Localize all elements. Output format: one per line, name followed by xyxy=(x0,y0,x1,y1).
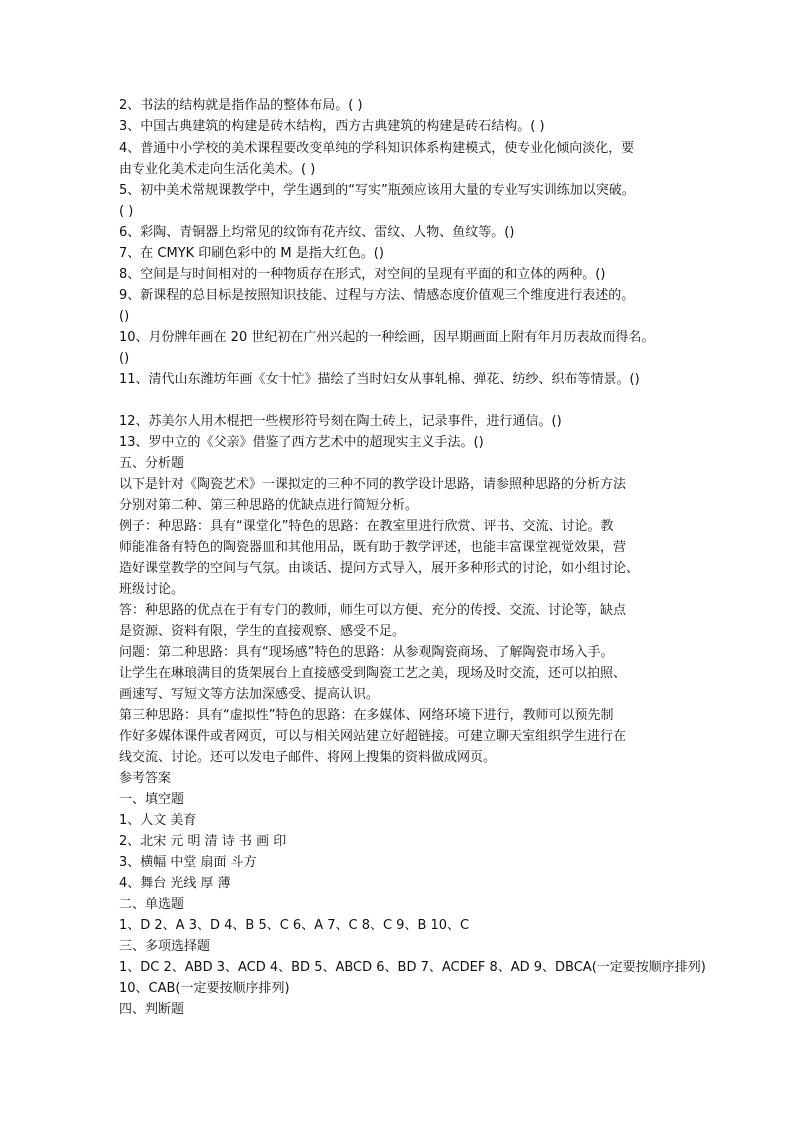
section-heading: 一、填空题 xyxy=(119,792,185,807)
text-line: 1、D 2、A 3、D 4、B 5、C 6、A 7、C 8、C 9、B 10、C xyxy=(119,918,470,933)
section-heading: 五、分析题 xyxy=(119,456,185,471)
section-heading: 二、单选题 xyxy=(119,897,185,912)
text-line: 师能准备有特色的陶瓷器皿和其他用品，既有助于教学评述，也能丰富课堂视觉效果，营 xyxy=(119,540,627,555)
text-line: 画速写、写短文等方法加深感受、提高认识。 xyxy=(119,687,380,702)
text-line: 2、书法的结构就是指作品的整体布局。( ) xyxy=(119,98,363,113)
text-line: 11、清代山东潍坊年画《女十忙》描绘了当时妇女从事轧棉、弹花、纺纱、织布等情景。() xyxy=(119,372,640,387)
text-line: 13、罗中立的《父亲》借鉴了西方艺术中的超现实主义手法。() xyxy=(119,435,484,450)
text-line: 5、初中美术常规课教学中，学生遇到的“写实”瓶颈应该用大量的专业写实训练加以突破。 xyxy=(119,183,635,198)
text-line: 10、CAB(一定要按顺序排列) xyxy=(119,981,290,996)
text-line: 1、DC 2、ABD 3、ACD 4、BD 5、ABCD 6、BD 7、ACDEF 8、AD 9、DBCA(一定要按顺序排列) xyxy=(119,960,706,975)
text-line: () xyxy=(119,351,130,366)
text-line: () xyxy=(119,309,130,324)
text-line: 以下是针对《陶瓷艺术》一课拟定的三种不同的教学设计思路，请参照种思路的分析方法 xyxy=(119,477,627,492)
text-line: 9、新课程的总目标是按照知识技能、过程与方法、情感态度价值观三个维度进行表述的。 xyxy=(119,288,635,303)
text-line: 问题：第二种思路：具有“现场感”特色的思路：从参观陶瓷商场、了解陶瓷市场入手。 xyxy=(119,645,614,660)
text-line: 由专业化美术走向生活化美术。( ) xyxy=(119,162,316,177)
text-line: 线交流、讨论。还可以发电子邮件、将网上搜集的资料做成网页。 xyxy=(119,750,497,765)
section-heading: 三、多项选择题 xyxy=(119,939,211,954)
text-line: 12、苏美尔人用木棍把一些楔形符号刻在陶土砖上，记录事件，进行通信。() xyxy=(119,414,562,429)
text-line: 班级讨论。 xyxy=(119,582,185,597)
section-heading: 参考答案 xyxy=(119,771,172,786)
text-line: 7、在 CMYK 印刷色彩中的 M 是指大红色。() xyxy=(119,246,384,261)
text-line: ( ) xyxy=(119,204,134,219)
text-line: 例子：种思路：具有“课堂化”特色的思路：在教室里进行欣赏、评书、交流、讨论。教 xyxy=(119,519,614,534)
text-line: 3、横幅 中堂 扇面 斗方 xyxy=(119,855,257,870)
text-line: 第三种思路：具有“虚拟性”特色的思路：在多媒体、网络环境下进行，教师可以预先制 xyxy=(119,708,614,723)
text-line: 8、空间是与时间相对的一种物质存在形式，对空间的呈现有平面的和立体的两种。() xyxy=(119,267,606,282)
text-line: 3、中国古典建筑的构建是砖木结构，西方古典建筑的构建是砖石结构。( ) xyxy=(119,119,545,134)
text-line: 造好课堂教学的空间与气氛。由谈话、提问方式导入，展开多种形式的讨论，如小组讨论、 xyxy=(119,561,640,576)
text-line: 作好多媒体课件或者网页，可以与相关网站建立好超链接。可建立聊天室组织学生进行在 xyxy=(119,729,627,744)
text-line: 2、北宋 元 明 清 诗 书 画 印 xyxy=(119,834,287,849)
text-line: 6、彩陶、青铜器上均常见的纹饰有花卉纹、雷纹、人物、鱼纹等。() xyxy=(119,225,515,240)
text-line: 分别对第二种、第三种思路的优缺点进行简短分析。 xyxy=(119,498,419,513)
text-line: 答：种思路的优点在于有专门的教师，师生可以方便、充分的传授、交流、讨论等，缺点 xyxy=(119,603,627,618)
text-line: 让学生在琳琅满目的货架展台上直接感受到陶瓷工艺之美，现场及时交流，还可以拍照、 xyxy=(119,666,627,681)
section-heading: 四、判断题 xyxy=(119,1002,185,1017)
text-line: 是资源、资料有限，学生的直接观察、感受不足。 xyxy=(119,624,406,639)
text-line: 10、月份牌年画在 20 世纪初在广州兴起的一种绘画，因早期画面上附有年月历表故而得名。 xyxy=(119,330,655,345)
text-line: 4、普通中小学校的美术课程要改变单纯的学科知识体系构建模式，使专业化倾向淡化，要 xyxy=(119,141,635,156)
text-line: 1、人文 美育 xyxy=(119,813,197,828)
text-line: 4、舞台 光线 厚 薄 xyxy=(119,876,231,891)
